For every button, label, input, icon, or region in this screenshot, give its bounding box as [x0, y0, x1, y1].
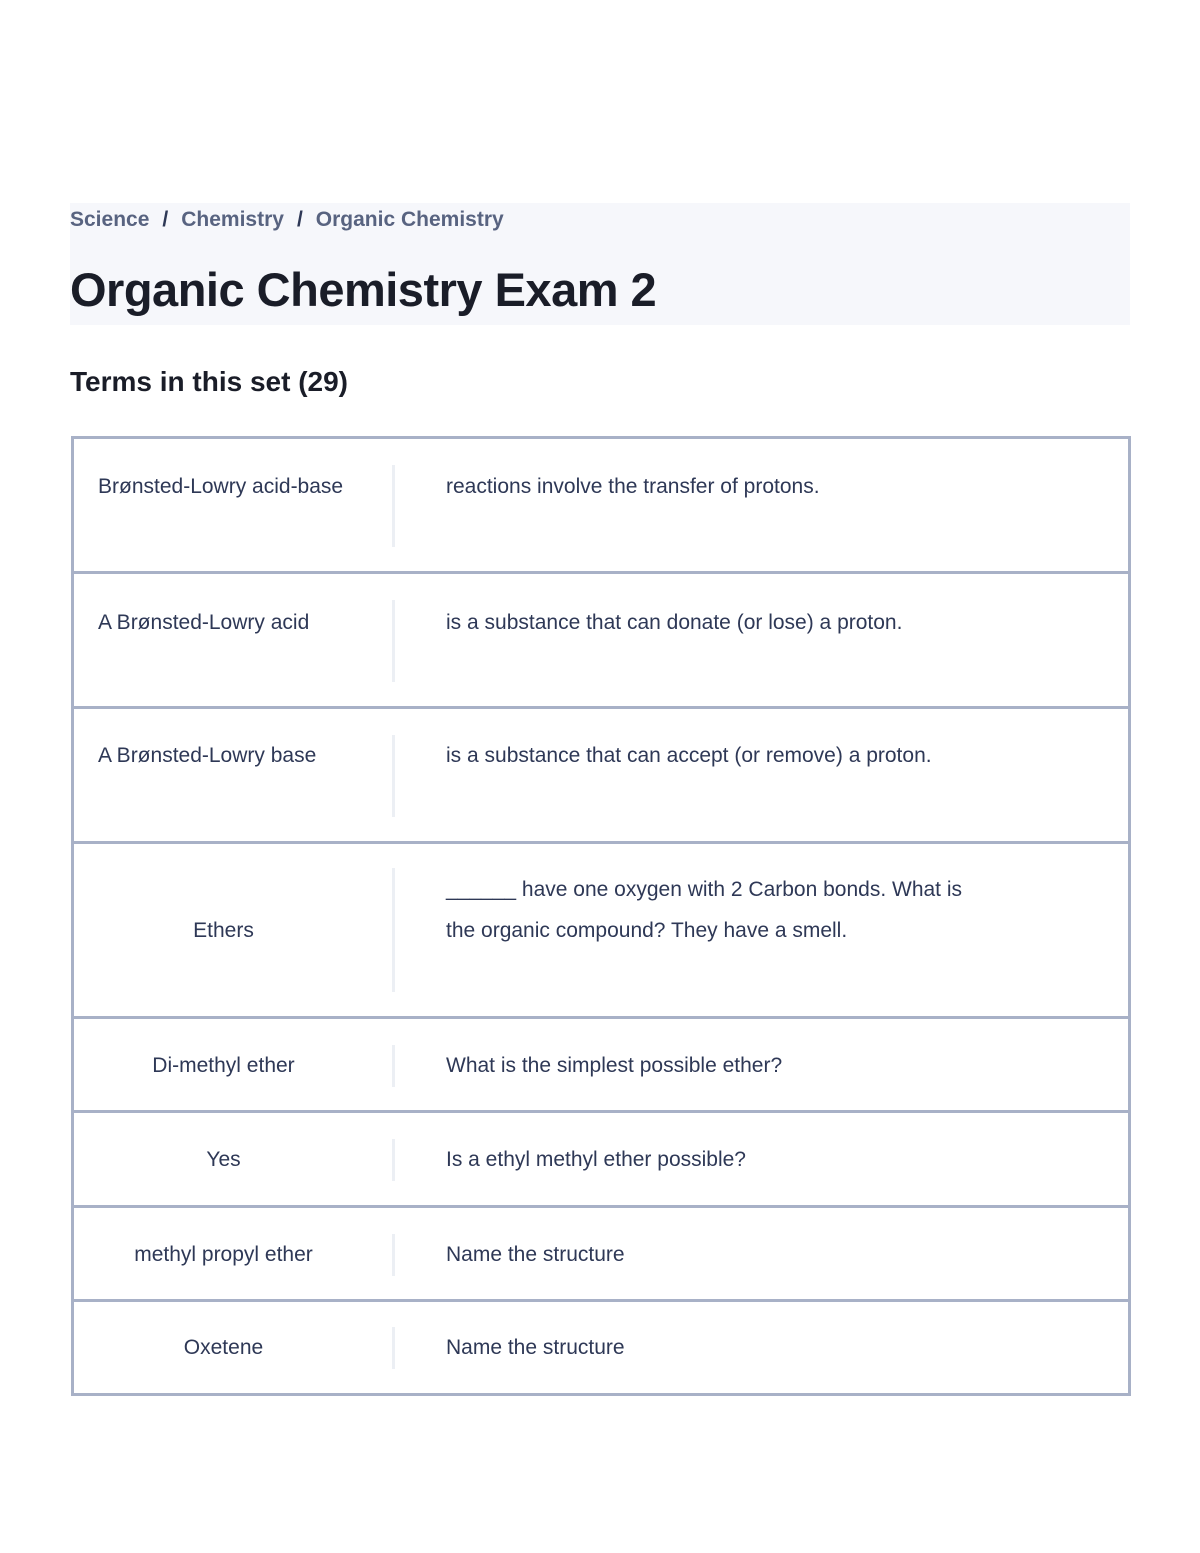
row-divider — [392, 1139, 395, 1181]
term-text: A Brønsted-Lowry acid — [98, 611, 310, 634]
term-text: A Brønsted-Lowry base — [98, 744, 317, 767]
term-row — [74, 1113, 1128, 1208]
breadcrumb-item-organic-chemistry[interactable]: Organic Chemistry — [315, 208, 504, 231]
definition-text: What is the simplest possible ether? — [446, 1054, 783, 1077]
breadcrumb-separator: / — [296, 208, 303, 231]
term-row — [74, 1302, 1128, 1396]
definition-text: is a substance that can donate (or lose) a proton. — [446, 611, 903, 634]
definition-text: is a substance that can accept (or remove) a proton. — [446, 744, 932, 767]
term-text: Oxetene — [183, 1336, 264, 1359]
definition-text: Name the structure — [446, 1243, 625, 1266]
terms-heading: Terms in this set (29) — [70, 366, 349, 397]
definition-text: Is a ethyl methyl ether possible? — [446, 1148, 746, 1171]
definition-text: reactions involve the transfer of protons. — [446, 475, 820, 498]
row-divider — [392, 868, 395, 992]
breadcrumb-item-science[interactable]: Science — [70, 208, 150, 231]
row-divider — [392, 1327, 395, 1369]
term-text: Yes — [206, 1148, 241, 1171]
page-title: Organic Chemistry Exam 2 — [70, 263, 657, 316]
definition-text: ______ have one oxygen with 2 Carbon bonds. What is the organic compound? They have a smell. — [446, 878, 963, 942]
terms-table — [71, 436, 1131, 1396]
term-row — [74, 709, 1128, 844]
breadcrumb-separator: / — [162, 208, 169, 231]
row-divider — [392, 600, 395, 682]
definition-text: Name the structure — [446, 1336, 625, 1359]
term-row — [74, 1208, 1128, 1302]
term-text: Brønsted-Lowry acid-base — [98, 475, 344, 498]
row-divider — [392, 465, 395, 547]
term-text: methyl propyl ether — [134, 1243, 313, 1266]
term-text: Ethers — [193, 919, 254, 942]
term-row — [74, 574, 1128, 709]
row-divider — [392, 735, 395, 817]
row-divider — [392, 1234, 395, 1276]
term-row — [74, 844, 1128, 1019]
term-row — [74, 1019, 1128, 1113]
breadcrumb — [70, 206, 504, 234]
term-text: Di-methyl ether — [152, 1054, 295, 1077]
breadcrumb-item-chemistry[interactable]: Chemistry — [181, 208, 284, 231]
row-divider — [392, 1045, 395, 1087]
term-row — [74, 439, 1128, 574]
